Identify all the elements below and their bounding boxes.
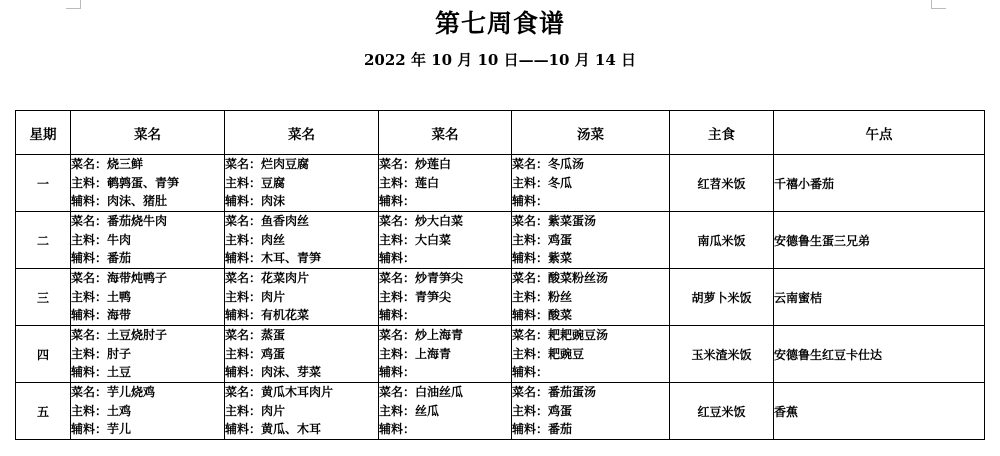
weekday-cell: 四 <box>16 326 71 383</box>
dish-name-line: 菜名：炒大白菜 <box>379 214 464 229</box>
staple-cell: 胡萝卜米饭 <box>670 269 774 326</box>
main-ingredient-line: 主料：鸡蛋 <box>225 346 286 361</box>
main-ingredient-line: 主料：土鸡 <box>71 403 132 418</box>
header-dish-1: 菜名 <box>71 111 225 155</box>
dish-cell-3 <box>379 155 512 212</box>
header-staple: 主食 <box>670 111 774 155</box>
snack-cell: 千禧小番茄 <box>774 155 985 212</box>
dish-name-line: 菜名：芋儿烧鸡 <box>71 385 156 400</box>
side-ingredient-line: 辅料： <box>512 365 549 380</box>
dish-cell-3 <box>379 269 512 326</box>
dish-name-line: 菜名：炒莲白 <box>379 157 452 172</box>
side-ingredient-line: 辅料：番茄 <box>71 251 132 266</box>
dish-cell-1 <box>71 269 225 326</box>
main-ingredient-line: 主料：丝瓜 <box>379 403 440 418</box>
snack-cell: 安德鲁生红豆卡仕达 <box>774 326 985 383</box>
dish-name-line: 菜名：烧三鲜 <box>71 157 144 172</box>
table-row <box>16 326 985 383</box>
soup-cell <box>512 383 670 440</box>
header-weekday: 星期 <box>16 111 71 155</box>
menu-table <box>15 110 985 440</box>
table-row <box>16 212 985 269</box>
side-ingredient-line: 辅料： <box>512 194 549 209</box>
dish-name-line: 菜名：炒青笋尖 <box>379 271 464 286</box>
weekday-cell: 三 <box>16 269 71 326</box>
snack-cell: 安德鲁生蛋三兄弟 <box>774 212 985 269</box>
side-ingredient-line: 辅料：肉沫、芽菜 <box>225 365 322 380</box>
snack-cell: 香蕉 <box>774 383 985 440</box>
dish-cell-1 <box>71 326 225 383</box>
dish-cell-2 <box>225 269 379 326</box>
side-ingredient-line: 辅料： <box>379 422 416 437</box>
main-ingredient-line: 主料：大白菜 <box>379 232 452 247</box>
side-ingredient-line: 辅料：土豆 <box>71 365 132 380</box>
dish-name-line: 菜名：紫菜蛋汤 <box>512 214 597 229</box>
staple-cell: 红豆米饭 <box>670 383 774 440</box>
side-ingredient-line: 辅料：酸菜 <box>512 308 573 323</box>
dish-name-line: 菜名：黄瓜木耳肉片 <box>225 385 334 400</box>
side-ingredient-line: 辅料：海带 <box>71 308 132 323</box>
main-ingredient-line: 主料：肉片 <box>225 289 286 304</box>
staple-cell: 南瓜米饭 <box>670 212 774 269</box>
main-ingredient-line: 主料：牛肉 <box>71 232 132 247</box>
dish-name-line: 菜名：耙耙豌豆汤 <box>512 328 609 343</box>
side-ingredient-line: 辅料：芋儿 <box>71 422 132 437</box>
dish-name-line: 菜名：酸菜粉丝汤 <box>512 271 609 286</box>
main-ingredient-line: 主料：鸡蛋 <box>512 232 573 247</box>
snack-cell: 云南蜜桔 <box>774 269 985 326</box>
soup-cell <box>512 155 670 212</box>
dish-name-line: 菜名：烂肉豆腐 <box>225 157 310 172</box>
staple-cell: 玉米渣米饭 <box>670 326 774 383</box>
side-ingredient-line: 辅料：黄瓜、木耳 <box>225 422 322 437</box>
table-row <box>16 383 985 440</box>
staple-cell: 红苕米饭 <box>670 155 774 212</box>
dish-name-line: 菜名：海带炖鸭子 <box>71 271 168 286</box>
main-ingredient-line: 主料：豆腐 <box>225 175 286 190</box>
side-ingredient-line: 辅料： <box>379 194 416 209</box>
date-range: 2022 年 10 月 10 日——10 月 14 日 <box>363 51 637 69</box>
soup-cell <box>512 326 670 383</box>
weekday-cell: 五 <box>16 383 71 440</box>
menu-body <box>16 155 985 440</box>
dish-name-line: 菜名：花菜肉片 <box>225 271 310 286</box>
main-ingredient-line: 主料：肉丝 <box>225 232 286 247</box>
side-ingredient-line: 辅料： <box>379 308 416 323</box>
soup-cell <box>512 269 670 326</box>
dish-cell-2 <box>225 212 379 269</box>
header-row <box>16 111 985 155</box>
header-soup: 汤菜 <box>512 111 670 155</box>
main-ingredient-line: 主料：肉片 <box>225 403 286 418</box>
dish-cell-1 <box>71 383 225 440</box>
main-ingredient-line: 主料：冬瓜 <box>512 175 573 190</box>
side-ingredient-line: 辅料：有机花菜 <box>225 308 310 323</box>
side-ingredient-line: 辅料： <box>379 251 416 266</box>
dish-cell-3 <box>379 326 512 383</box>
header-snack: 午点 <box>774 111 985 155</box>
side-ingredient-line: 辅料：木耳、青笋 <box>225 251 322 266</box>
dish-name-line: 菜名：番茄烧牛肉 <box>71 214 168 229</box>
dish-cell-2 <box>225 326 379 383</box>
side-ingredient-line: 辅料：肉沫、猪肚 <box>71 194 168 209</box>
dish-name-line: 菜名：番茄蛋汤 <box>512 385 597 400</box>
header-dish-2: 菜名 <box>225 111 379 155</box>
header-dish-3: 菜名 <box>379 111 512 155</box>
dish-name-line: 菜名：冬瓜汤 <box>512 157 585 172</box>
table-row <box>16 269 985 326</box>
side-ingredient-line: 辅料：紫菜 <box>512 251 573 266</box>
main-ingredient-line: 主料：上海青 <box>379 346 452 361</box>
weekday-cell: 二 <box>16 212 71 269</box>
dish-cell-3 <box>379 383 512 440</box>
dish-cell-2 <box>225 155 379 212</box>
dish-cell-1 <box>71 212 225 269</box>
page-title: 第七周食谱 <box>434 9 565 38</box>
main-ingredient-line: 主料：土鸭 <box>71 289 132 304</box>
main-ingredient-line: 主料：莲白 <box>379 175 440 190</box>
main-ingredient-line: 主料：肘子 <box>71 346 132 361</box>
main-ingredient-line: 主料：鸡蛋 <box>512 403 573 418</box>
main-ingredient-line: 主料：鹌鹑蛋、青笋 <box>71 175 180 190</box>
dish-name-line: 菜名：鱼香肉丝 <box>225 214 310 229</box>
main-ingredient-line: 主料：粉丝 <box>512 289 573 304</box>
table-row <box>16 155 985 212</box>
dish-cell-2 <box>225 383 379 440</box>
dish-name-line: 菜名：土豆烧肘子 <box>71 328 168 343</box>
side-ingredient-line: 辅料：番茄 <box>512 422 573 437</box>
weekday-cell: 一 <box>16 155 71 212</box>
dish-cell-1 <box>71 155 225 212</box>
dish-name-line: 菜名：白油丝瓜 <box>379 385 464 400</box>
dish-name-line: 菜名：炒上海青 <box>379 328 464 343</box>
soup-cell <box>512 212 670 269</box>
dish-name-line: 菜名：蒸蛋 <box>225 328 286 343</box>
side-ingredient-line: 辅料：肉沫 <box>225 194 286 209</box>
dish-cell-3 <box>379 212 512 269</box>
main-ingredient-line: 主料：耙豌豆 <box>512 346 585 361</box>
main-ingredient-line: 主料：青笋尖 <box>379 289 452 304</box>
side-ingredient-line: 辅料： <box>379 365 416 380</box>
